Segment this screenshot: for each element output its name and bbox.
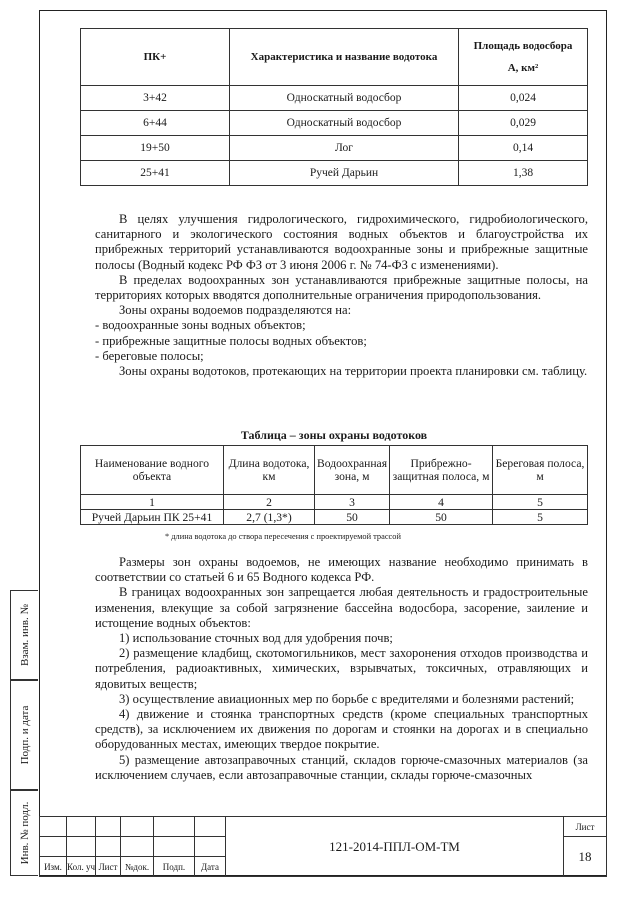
table2-header: Водоохранная зона, м <box>315 446 390 495</box>
side-field-replace <box>10 590 38 680</box>
table2-footnote: * длина водотока до створа пересечения с проектируемой трассой <box>165 532 401 541</box>
paragraph: Зоны охраны водоемов подразделяются на: <box>119 303 352 318</box>
table2-cell: Ручей Дарьин ПК 25+41 <box>81 510 224 525</box>
document-code: 121-2014-ППЛ-ОМ-ТМ <box>226 817 564 877</box>
catchment-table <box>80 28 588 186</box>
side-field-sign <box>10 680 38 790</box>
side-label: Инв. № подл. <box>18 801 31 865</box>
stamp-col: №док. <box>121 857 154 877</box>
text-block-2 <box>95 555 588 783</box>
table2-cell: 2,7 (1,3*) <box>224 510 315 525</box>
text-block-1 <box>95 212 588 379</box>
table2-header: Длина водотока, км <box>224 446 315 495</box>
table1-header-area-unit: А, км² <box>507 62 539 74</box>
sheet-label: Лист <box>564 817 607 837</box>
list-item: - береговые полосы; <box>95 348 204 363</box>
side-label: Подп. и дата <box>18 705 31 765</box>
table1-cell: Односкатный водосбор <box>230 111 459 136</box>
table1-cell: Ручей Дарьин <box>230 161 459 186</box>
table2-title: Таблица – зоны охраны водотоков <box>240 428 428 442</box>
side-field-inventory <box>10 790 38 876</box>
list-item: 2) размещение кладбищ, скотомогильников, мест захоронения отходов производства и потребления, радиоактивных, химических, взрывчатых, токсичных, отравляющих и ядовитых веществ; <box>95 646 588 691</box>
stamp-col: Дата <box>195 857 226 877</box>
table-row <box>81 495 588 510</box>
stamp-col: Изм. <box>40 857 67 877</box>
table1-cell: Лог <box>230 136 459 161</box>
list-item: 4) движение и стоянка транспортных средств (кроме специальных транспортных средств), за исключением их движения по дорогам и стоянки на дорогах и в специально оборудованных местах, имеющих твердое покрытие. <box>95 707 588 752</box>
table1-header-area <box>459 29 588 86</box>
table2-number: 1 <box>81 495 224 510</box>
table2-cell: 50 <box>390 510 493 525</box>
table-row <box>81 86 588 111</box>
list-item: - прибрежные защитные полосы водных объектов; <box>95 333 367 348</box>
title-block <box>39 816 607 876</box>
table-row <box>81 136 588 161</box>
stamp-col: Подп. <box>154 857 195 877</box>
table1-header-area-label: Площадь водосбора <box>473 40 573 52</box>
table2-number: 3 <box>315 495 390 510</box>
table2-number: 2 <box>224 495 315 510</box>
table1-header-pk: ПК+ <box>81 29 230 86</box>
table2-cell: 5 <box>493 510 588 525</box>
table2-number: 5 <box>493 495 588 510</box>
stamp-col: Кол. уч <box>67 857 96 877</box>
table1-cell: 1,38 <box>459 161 588 186</box>
table1-cell: 25+41 <box>81 161 230 186</box>
table2-header: Прибрежно-защитная полоса, м <box>390 446 493 495</box>
list-item: - водоохранные зоны водных объектов; <box>95 318 306 333</box>
paragraph: В границах водоохранных зон запрещается любая деятельность и градостроительные изменения, влекущие за собой загрязнение бассейна водосбора, засорение, заиление и истощение водных объектов: <box>95 585 588 630</box>
table2-number: 4 <box>390 495 493 510</box>
table-row <box>81 161 588 186</box>
table1-header-char: Характеристика и название водотока <box>230 29 459 86</box>
paragraph: Зоны охраны водотоков, протекающих на территории проекта планировки см. таблицу. <box>119 364 588 379</box>
table1-cell: 0,024 <box>459 86 588 111</box>
table2-header: Наименование водного объекта <box>81 446 224 495</box>
table2-header: Береговая полоса, м <box>493 446 588 495</box>
table-row <box>81 510 588 525</box>
table1-cell: 19+50 <box>81 136 230 161</box>
sheet-number: 18 <box>564 837 607 877</box>
paragraph: Размеры зон охраны водоемов, не имеющих название необходимо принимать в соответствии со статьей 6 и 65 Водного кодекса РФ. <box>95 555 588 585</box>
protection-zones-table <box>80 445 588 525</box>
table1-cell: 3+42 <box>81 86 230 111</box>
table1-cell: 0,029 <box>459 111 588 136</box>
list-item: 5) размещение автозаправочных станций, складов горюче-смазочных материалов (за исключением случаев, если автозаправочные станции, склады горюче-смазочных <box>95 752 588 782</box>
paragraph: В целях улучшения гидрологического, гидрохимического, гидробиологического, санитарного и экологического состояния водных объектов и благоустройства их прибрежных территорий устанавливаются водоохранные зоны и прибрежные защитные полосы (Водный кодекс РФ ФЗ от 3 июня 2006 г. № 74-ФЗ с изменениями). <box>95 212 588 272</box>
table2-cell: 50 <box>315 510 390 525</box>
list-item: 1) использование сточных вод для удобрения почв; <box>119 631 393 646</box>
table1-cell: 0,14 <box>459 136 588 161</box>
table1-cell: Односкатный водосбор <box>230 86 459 111</box>
list-item: 3) осуществление авиационных мер по борьбе с вредителями и болезнями растений; <box>119 691 575 706</box>
side-label: Взам. инв. № <box>18 604 31 666</box>
paragraph: В пределах водоохранных зон устанавливаются прибрежные защитные полосы, на территориях которых вводятся дополнительные ограничения природопользования. <box>95 272 588 303</box>
stamp-col: Лист <box>96 857 121 877</box>
table-row <box>81 111 588 136</box>
table1-cell: 6+44 <box>81 111 230 136</box>
